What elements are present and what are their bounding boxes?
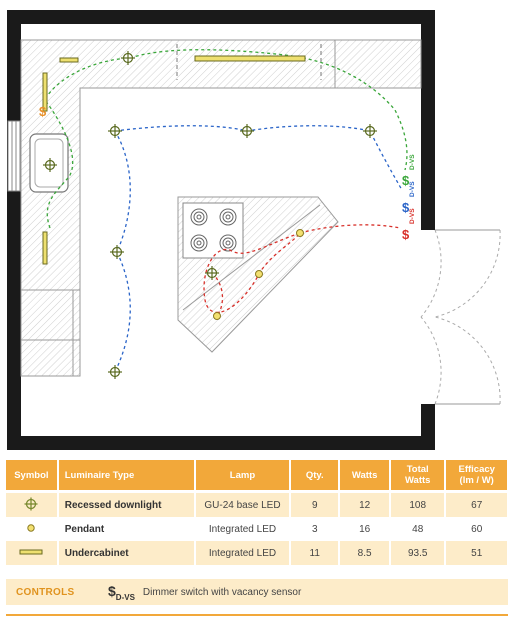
dimmer-switch-dollar: $: [108, 582, 116, 599]
undercabinet-icon: [43, 232, 47, 264]
lamp: GU-24 base LED: [195, 493, 291, 517]
luminaire-type: Pendant: [58, 517, 195, 541]
divider: [6, 614, 508, 616]
header-symbol: Symbol: [6, 460, 58, 490]
switch-sub-red: D-VS: [409, 208, 416, 224]
dimmer-switch-sub: D-VS: [115, 592, 135, 602]
header-lamp: Lamp: [195, 460, 291, 490]
qty: 3: [290, 517, 339, 541]
table-row: [6, 517, 507, 541]
header-luminaire-type: Luminaire Type: [58, 460, 195, 490]
watts: 16: [339, 517, 390, 541]
undercabinet-symbol-icon: [6, 541, 58, 565]
pendant-icon: [256, 271, 263, 278]
recessed-downlight-icon: [110, 245, 124, 259]
switch-symbol-green: $: [402, 173, 410, 188]
qty: 9: [290, 493, 339, 517]
recessed-downlight-symbol-icon: [6, 493, 58, 517]
recessed-downlight-icon: [363, 124, 377, 138]
efficacy: 51: [445, 541, 507, 565]
schedule-header-row: [6, 460, 507, 490]
undercabinet-icon: [195, 56, 305, 61]
total-watts: 108: [390, 493, 445, 517]
table-row: [6, 493, 507, 517]
pendant-symbol-icon: [6, 517, 58, 541]
header-watts: Watts: [339, 460, 390, 490]
controls-label: CONTROLS: [16, 586, 75, 598]
double-door: [421, 230, 500, 404]
luminaire-schedule: [6, 460, 508, 565]
total-watts: 48: [390, 517, 445, 541]
switch-symbol-blue: $: [402, 200, 410, 215]
watts: 8.5: [339, 541, 390, 565]
lamp: Integrated LED: [195, 517, 291, 541]
switch-sub-green: D-VS: [409, 154, 416, 170]
undercabinet-icon: [60, 58, 78, 62]
luminaire-type: Undercabinet: [58, 541, 195, 565]
switch-sub-blue: D-VS: [409, 181, 416, 197]
efficacy: 60: [445, 517, 507, 541]
header-total-watts: Total Watts: [390, 460, 445, 490]
qty: 11: [290, 541, 339, 565]
switch-symbol-orange: $: [39, 104, 47, 119]
controls-legend: [6, 579, 508, 605]
recessed-downlight-icon: [240, 124, 254, 138]
header-efficacy: Efficacy (lm / W): [445, 460, 507, 490]
switch-symbol-red: $: [402, 227, 410, 242]
pendant-icon: [214, 313, 221, 320]
controls-description: Dimmer switch with vacancy sensor: [142, 586, 302, 598]
table-row: [6, 541, 507, 565]
dimmer-switch-symbol: [108, 583, 135, 602]
watts: 12: [339, 493, 390, 517]
recessed-downlight-icon: [108, 365, 122, 379]
efficacy: 67: [445, 493, 507, 517]
luminaire-type: Recessed downlight: [58, 493, 195, 517]
header-qty: Qty.: [290, 460, 339, 490]
pendant-icon: [297, 230, 304, 237]
recessed-downlight-icon: [108, 124, 122, 138]
total-watts: 93.5: [390, 541, 445, 565]
lamp: Integrated LED: [195, 541, 291, 565]
